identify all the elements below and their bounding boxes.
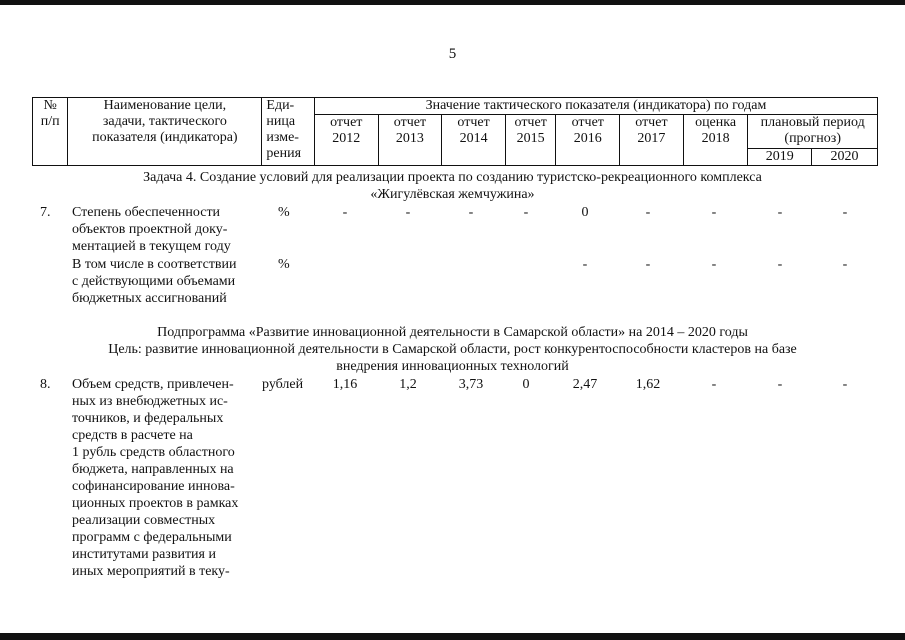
row8-value-2019: -: [777, 377, 783, 392]
row8-name-line-11: институтами развития и: [72, 547, 216, 562]
row8-value-2017: 1,62: [635, 377, 661, 392]
row8-name-line-10: программ с федеральными: [72, 530, 232, 545]
row7b-name-line-2: с действующими объемами: [72, 274, 236, 289]
col-header-2017: отчет 2017: [620, 115, 684, 166]
row7-value-2018: -: [711, 205, 717, 220]
row7-value-2016: 0: [581, 205, 589, 220]
row7-value-2020: -: [842, 205, 848, 220]
row7b-value-2019: -: [777, 257, 783, 272]
page-number: 5: [448, 46, 457, 62]
row8-name-line-5: 1 рубль средств областного: [72, 445, 235, 460]
row8-name-line-2: ных из внебюджетных ис-: [72, 394, 228, 409]
row8-value-2013: 1,2: [399, 377, 417, 392]
row8-value-2020: -: [842, 377, 848, 392]
subprogram-title: Подпрограмма «Развитие инновационной деятельности в Самарской области» на 2014 – 2020 годы: [157, 325, 748, 340]
row8-name-line-3: точников, и федеральных: [72, 411, 224, 426]
row8-unit: рублей: [262, 377, 304, 392]
row7b-name-line-3: бюджетных ассигнований: [72, 291, 227, 306]
row7-unit: %: [278, 205, 290, 220]
col-header-2016: отчет 2016: [556, 115, 620, 166]
row8-value-2015: 0: [522, 377, 530, 392]
col-header-num: № п/п: [33, 98, 68, 166]
row8-number: 8.: [40, 377, 51, 392]
row7-value-2017: -: [645, 205, 651, 220]
row8-name-line-8: ционных проектов в рамках: [72, 496, 239, 511]
row7b-value-2017: -: [645, 257, 651, 272]
subprogram-goal-line-1: Цель: развитие инновационной деятельности в Самарской области, рост конкурентоспособности кластеров на базе: [108, 342, 797, 357]
row8-value-2018: -: [711, 377, 717, 392]
row7-value-2015: -: [523, 205, 529, 220]
row7-name-line-3: ментацией в текущем году: [72, 239, 231, 254]
col-header-name: Наименование цели, задачи, тактического показателя (индикатора): [68, 98, 262, 166]
row8-value-2016: 2,47: [572, 377, 598, 392]
row8-value-2014: 3,73: [458, 377, 484, 392]
col-header-2015: отчет 2015: [505, 115, 556, 166]
col-header-unit: Еди- ница изме- рения: [262, 98, 315, 166]
row7b-value-2018: -: [711, 257, 717, 272]
task4-title-line-1: Задача 4. Создание условий для реализации проекта по созданию туристско-рекреационного комплекса: [143, 170, 762, 185]
row7b-name-line-1: В том числе в соответствии: [72, 257, 237, 272]
row7b-value-2016: -: [582, 257, 588, 272]
row8-name-line-12: иных мероприятий в теку-: [72, 564, 230, 579]
row8-name-line-9: реализации совместных: [72, 513, 216, 528]
col-header-plan: плановый период (прогноз): [748, 115, 878, 149]
task4-title-line-2: «Жигулёвская жемчужина»: [370, 187, 535, 202]
row7-name-line-2: объектов проектной доку-: [72, 222, 228, 237]
row7-value-2014: -: [468, 205, 474, 220]
row7-name-line-1: Степень обеспеченности: [72, 205, 221, 220]
subprogram-goal-line-2: внедрения инновационных технологий: [336, 359, 569, 374]
row7-value-2013: -: [405, 205, 411, 220]
row7b-value-2020: -: [842, 257, 848, 272]
col-header-2018: оценка 2018: [683, 115, 748, 166]
col-header-2019: 2019: [748, 149, 812, 166]
col-header-2013: отчет 2013: [378, 115, 442, 166]
row7-number: 7.: [40, 205, 51, 220]
row7-value-2019: -: [777, 205, 783, 220]
row8-name-line-1: Объем средств, привлечен-: [72, 377, 234, 392]
col-header-2012: отчет 2012: [314, 115, 378, 166]
row8-value-2012: 1,16: [332, 377, 358, 392]
col-group-header: Значение тактического показателя (индикатора) по годам: [314, 98, 877, 115]
col-header-2020: 2020: [812, 149, 878, 166]
row7b-unit: %: [278, 257, 290, 272]
row7-value-2012: -: [342, 205, 348, 220]
bottom-border-bar: [0, 633, 905, 640]
col-header-2014: отчет 2014: [442, 115, 506, 166]
row8-name-line-4: средств в расчете на: [72, 428, 193, 443]
top-border-bar: [0, 0, 905, 5]
indicator-table-header: [32, 97, 878, 166]
row8-name-line-7: софинансирование иннова-: [72, 479, 235, 494]
row8-name-line-6: бюджета, направленных на: [72, 462, 234, 477]
